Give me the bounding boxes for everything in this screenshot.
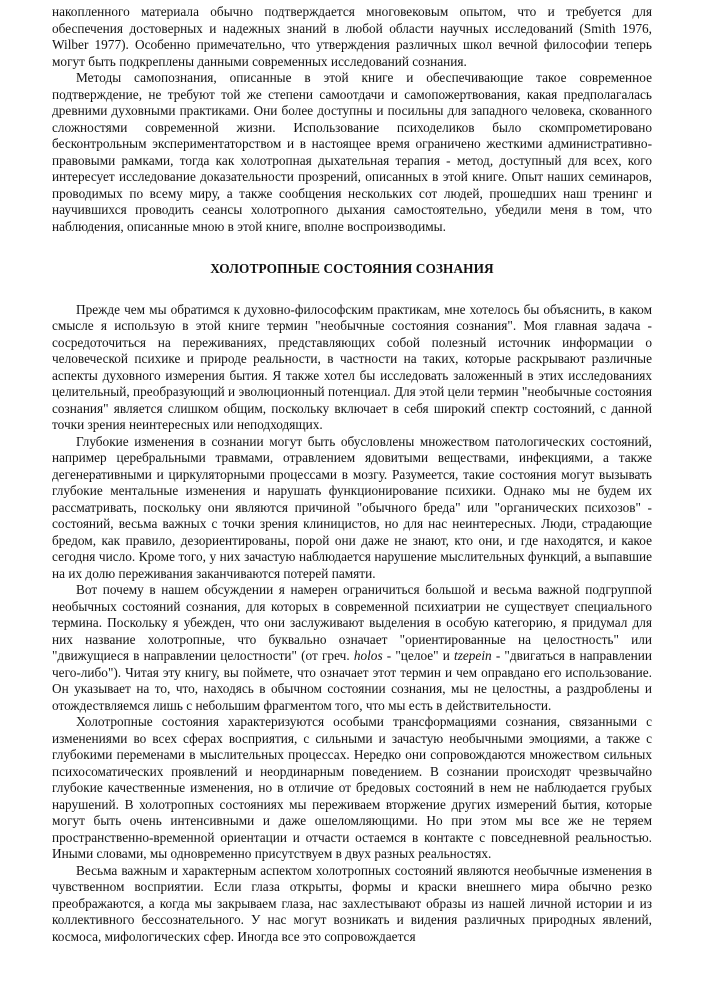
- term-holos: holos: [353, 648, 383, 663]
- paragraph-5-text-c: - "двигаться в направлении чего-либо"). Читая эту книгу, вы поймете, что означает этот термин и чем оправдано его использование. Он указывает на то, что, находясь в обычном состоянии сознания, мы не целостны, а раздроблены и отождествляемся лишь с небольшим фрагментом того, что мы есть в действительности.: [52, 648, 652, 713]
- term-tzepein: tzepein: [454, 648, 492, 663]
- document-page: [52, 0, 652, 945]
- paragraph-5-text-a: Вот почему в нашем обсуждении я намерен ограничиться большой и весьма важной подгруппой необычных состояний сознания, для которых в современной психиатрии не существует специального термина. Поскольку я убежден, что они заслуживают выделения в особую категорию, я придумал для них название холотропные, что буквально означает "ориентированные на целостность" или "движущиеся в направлении целостности" (от греч.: [52, 582, 652, 663]
- paragraph-5: [52, 582, 652, 714]
- paragraph-5-text-b: - "целое" и: [382, 648, 455, 663]
- paragraph-7: Весьма важным и характерным аспектом холотропных состояний являются необычные изменения в чувственном восприятии. Если глаза открыты, формы и краски внешнего мира обычно резко преображаются, а когда мы закрываем глаза, нас захлестывают образы из нашей личной истории и из коллективного бессознательного. У нас могут возникать и видения различных природных явлений, космоса, мифологических сфер. Иногда все это сопровождается: [52, 862, 652, 944]
- section-heading: ХОЛОТРОПНЫЕ СОСТОЯНИЯ СОЗНАНИЯ: [210, 261, 494, 276]
- paragraph-1: накопленного материала обычно подтверждается многовековым опытом, что и требуется для обеспечения достоверных и надежных знаний в любой области научных исследований (Smith 1976, Wilber 1977). Особенно примечательно, что утверждения различных школ вечной философии теперь могут быть подкреплены данными современных исследований сознания.: [52, 4, 652, 69]
- paragraph-3: Прежде чем мы обратимся к духовно-философским практикам, мне хотелось бы объяснить, в каком смысле я использую в этой книге термин "необычные состояния сознания". Моя главная задача - сосредоточиться на переживаниях, представляющих собой полезный источник информации о человеческой психике и природе реальности, в частности на таких, которые раскрывают различные аспекты духовного измерения бытия. Я также хотел бы исследовать заложенный в этих исследованиях целительный, преобразующий и эволюционный потенциал. Для этой цели термин "необычные состояния сознания" является слишком общим, поскольку включает в себя широкий спектр состояний, с данной точки зрения неинтересных или неподходящих.: [52, 301, 652, 432]
- paragraph-6: Холотропные состояния характеризуются особыми трансформациями сознания, связанными с изменениями во всех сферах восприятия, с сильными и зачастую необычными эмоциями, а также с глубокими переменами в мыслительных процессах. Нередко они сопровождаются множеством сильных психосоматических проявлений и неординарным поведением. В сознании происходят чрезвычайно глубокие качественные изменения, но в отличие от бредовых состояний в нем не наблюдается грубых нарушений. В холотропных состояниях мы переживаем вторжение других измерений бытия, которые могут быть очень интенсивными и даже ошеломляющими. Но при этом мы все же не теряем пространственно-временной ориентации и отчасти остаемся в контакте с повседневной реальностью. Иными словами, мы одновременно присутствуем в двух разных реальностях.: [52, 714, 652, 861]
- paragraph-2: Методы самопознания, описанные в этой книге и обеспечивающие такое современное подтверждение, не требуют той же степени самоотдачи и самопожертвования, какая предполагалась древними духовными практиками. Они более доступны и посильны для западного человека, скованного сложностями современной жизни. Использование психоделиков было скомпрометировано бесконтрольным экспериментаторством и в настоящее время ограничено жесткими административно-правовыми рамками, тогда как холотропная дыхательная терапия - метод, доступный для всех, кого интересует исследование доказательности прозрений, описанных в этой книге. Опыт наших семинаров, проводимых по всему миру, а также сообщения нескольких сот людей, прошедших наш тренинг и научившихся проводить сеансы холотропного дыхания самостоятельно, убедили меня в том, что наблюдения, описанные мною в этой книге, вполне воспроизводимы.: [52, 70, 652, 234]
- paragraph-4: Глубокие изменения в сознании могут быть обусловлены множеством патологических состояний, например церебральными травмами, отравлением ядовитыми веществами, инфекциями, а также дегенеративными и циркуляторными процессами в мозгу. Разумеется, такие состояния могут вызывать глубокие ментальные изменения и нарушать функционирование психики. Однако мы не будем их рассматривать, поскольку они являются причиной "обычного бреда" или "органических психозов" - состояний, весьма важных с точки зрения клиницистов, но для нас неинтересных. Люди, страдающие бредом, как правило, дезориентированы, порой они даже не знают, кто они, и где находятся, и какое сегодня число. Кроме того, у них зачастую наблюдается нарушение мыслительных функций, а выпавшие на их долю переживания заканчиваются потерей памяти.: [52, 433, 652, 581]
